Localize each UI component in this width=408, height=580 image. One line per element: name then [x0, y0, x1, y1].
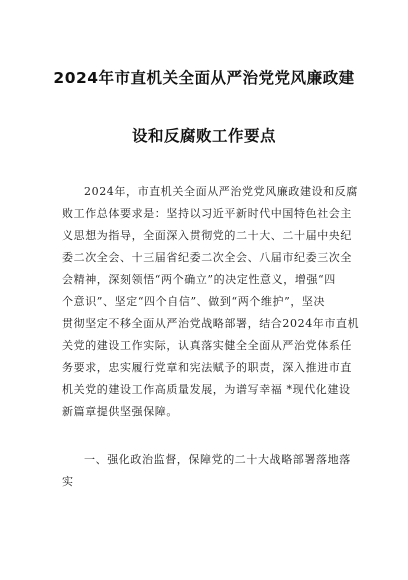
paragraph-line: 贯彻坚定不移全面从严治党战略部署，结合2024年市直机: [62, 317, 360, 330]
paragraph-line: 务要求，忠实履行党章和宪法赋予的职责，深入推进市直: [62, 361, 352, 374]
paragraph-line: 委二次全会、十三届省纪委二次全会、八届市纪委三次全: [62, 251, 352, 264]
paragraph-line: 新篇章提供坚强保障。: [62, 405, 178, 418]
paragraph-line: 2024年，市直机关全面从严治党党风廉政建设和反腐: [84, 185, 358, 198]
paragraph-line: 败工作总体要求是：坚持以习近平新时代中国特色社会主: [62, 207, 352, 220]
section-heading-line: 实: [62, 475, 74, 488]
paragraph-line: 机关党的建设工作高质量发展，为谱写幸福 *现代化建设: [62, 383, 351, 396]
paragraph-line: 个意识”、坚定“四个自信”、做到“两个维护”，坚决: [62, 295, 326, 308]
document-title-line-2: 设和反腐败工作要点: [131, 127, 276, 145]
paragraph-line: 关党的建设工作实际，认真落实健全全面从严治党体系任: [62, 339, 352, 352]
paragraph-line: 义思想为指导，全面深入贯彻党的二十大、二十届中央纪: [62, 229, 352, 242]
paragraph-line: 会精神，深刻领悟“两个确立”的决定性意义，增强“四: [62, 273, 336, 286]
document-title-line-1: 2024年市直机关全面从严治党党风廉政建: [53, 69, 355, 87]
section-heading-line: 一、强化政治监督，保障党的二十大战略部署落地落: [84, 453, 351, 466]
